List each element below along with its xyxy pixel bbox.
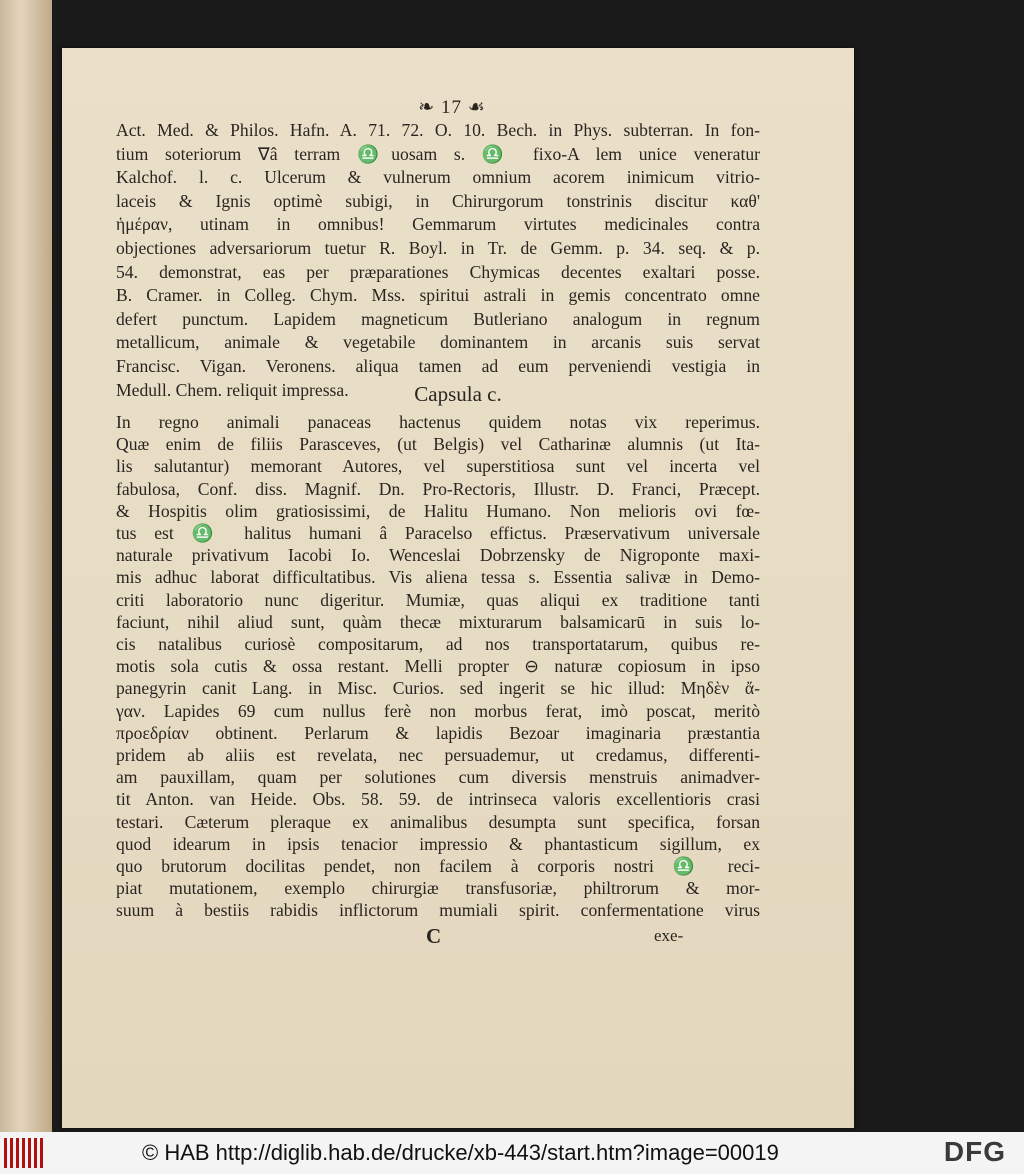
text-line: pridem ab aliis est revelata, nec persuademur, ut credamus, differenti-: [116, 745, 760, 765]
text-line: προεδρίαν obtinent. Perlarum & lapidis Bezoar imaginaria præstantia: [116, 722, 760, 743]
text-line: tit Anton. van Heide. Obs. 58. 59. de intrinseca valoris excellentioris crasi: [116, 789, 760, 810]
text-line: suum à bestiis rabidis inflictorum mumiali spirit. confermentatione virus: [116, 900, 760, 921]
text-line: naturale privativum Iacobi Io. Wenceslai Dobrzensky de Nigroponte maxi-: [116, 545, 760, 566]
catchword: exe-: [654, 926, 684, 945]
viewer-footer: [0, 1132, 1024, 1174]
text-line: objectiones adversariorum tuetur R. Boyl. in Tr. de Gemm. p. 34. seq. & p.: [116, 238, 760, 258]
text-line: In regno animali panaceas hactenus quidem notas vix reperimus.: [116, 412, 760, 432]
text-line: panegyrin canit Lang. in Misc. Curios. sed ingerit se hic illud: Μηδὲν ἄ-: [116, 678, 760, 699]
adjacent-page-edge: [0, 0, 52, 1132]
text-line: Quæ enim de filiis Parasceves, (ut Belgis) vel Catharinæ alumnis (ut Ita-: [116, 434, 760, 455]
text-line: faciunt, nihil aliud sunt, quàm thecæ mixturarum balsamicarū in suis lo-: [116, 611, 760, 632]
text-line: lis salutantur) memorant Autores, vel superstitiosa sunt vel incerta vel: [116, 456, 760, 477]
ornament-right-icon: ☙: [467, 97, 486, 118]
text-line: quod idearum in ipsis tenacior impressio & phantasticum sigillum, ex: [116, 833, 760, 854]
text-line: 54. demonstrat, eas per præparationes Chymicas decentes exaltari posse.: [116, 261, 760, 282]
text-line: γαν. Lapides 69 cum nullus ferè non morbus ferat, imò poscat, meritò: [116, 700, 760, 721]
text-line: testari. Cæterum pleraque ex animalibus desumpta sunt specifica, forsan: [116, 811, 760, 832]
text-line: cis natalibus curiosè compositarum, ad nos transportatarum, quibus re-: [116, 634, 760, 654]
text-line: Francisc. Vigan. Veronens. aliqua tamen ad eum perveniendi vestigia in: [116, 356, 760, 376]
text-line: criti laboratorio nunc digeritur. Mumiæ, quas aliqui ex traditione tanti: [116, 589, 760, 610]
page-number: ❧ 17 ☙: [418, 97, 486, 118]
text-line: defert punctum. Lapidem magneticum Butleriano analogum in regnum: [116, 308, 760, 329]
text-line: Medull. Chem. reliquit impressa.: [116, 379, 349, 400]
section-heading: Capsula c.: [414, 382, 502, 406]
text-line: fabulosa, Conf. diss. Magnif. Dn. Pro-Rectoris, Illustr. D. Franci, Præcept.: [116, 478, 760, 499]
text-line: metallicum, animale & vegetabile dominantem in arcanis suis servat: [116, 332, 760, 353]
text-line: piat mutationem, exemplo chirurgiæ transfusoriæ, philtrorum & mor-: [116, 878, 760, 899]
text-line: am pauxillam, quam per solutiones cum diversis menstruis animadver-: [116, 767, 760, 788]
text-line: Act. Med. & Philos. Hafn. A. 71. 72. O. 10. Bech. in Phys. subterran. In fon-: [116, 120, 760, 140]
text-line: & Hospitis olim gratiosissimi, de Halitu Humano. Non melioris ovi fœ-: [116, 500, 760, 521]
text-line: motis sola cutis & ossa restant. Melli propter ⊖ naturæ copiosum in ipso: [116, 656, 760, 677]
text-line: mis adhuc laborat difficultatibus. Vis aliena tessa s. Essentia salivæ in Demo-: [116, 567, 760, 588]
ornament-left-icon: ❧: [418, 97, 436, 118]
text-line: Kalchof. l. c. Ulcerum & vulnerum omnium acorem inimicum vitrio-: [116, 167, 760, 188]
barcode-icon: [4, 1138, 44, 1168]
source-credit[interactable]: © HAB http://diglib.hab.de/drucke/xb-443/start.htm?image=00019: [142, 1140, 779, 1165]
text-line: tium soteriorum ∇â terram ♎uosam s. ♎ fixo-A lem unice veneratur: [116, 143, 760, 164]
signature-mark: C: [426, 924, 442, 948]
text-line: B. Cramer. in Colleg. Chym. Mss. spiritui astrali in gemis concentrato omne: [116, 285, 760, 306]
text-line: tus est ♎ halitus humani â Paracelso effictus. Præservativum universale: [116, 523, 760, 543]
dfg-logo: DFG: [943, 1136, 1006, 1167]
text-line: ἡμέραν, utinam in omnibus! Gemmarum virtutes medicinales contra: [116, 214, 760, 235]
text-line: laceis & Ignis optimè subigi, in Chirurgorum tonstrinis discitur καθ': [116, 190, 760, 211]
text-line: quo brutorum docilitas pendet, non facilem à corporis nostri ♎ reci-: [116, 856, 760, 876]
